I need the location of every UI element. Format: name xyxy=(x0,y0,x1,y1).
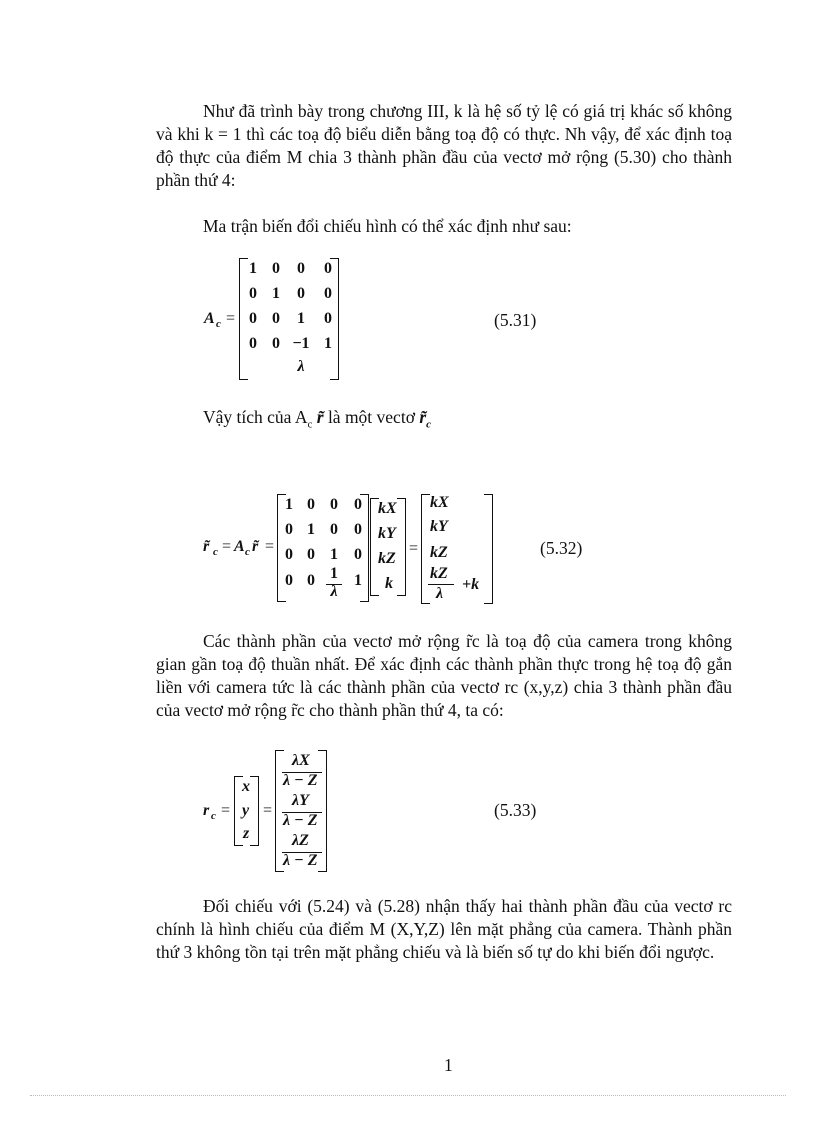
matrix-cell: 0 xyxy=(330,521,338,538)
eq533-lhs-sub: c xyxy=(211,810,216,822)
matrix-cell: 0 xyxy=(285,521,293,538)
matrix-cell: 0 xyxy=(354,496,362,513)
fraction-numerator: λZ xyxy=(292,832,309,849)
vector-element: +k xyxy=(462,576,480,593)
fraction-denominator: λ − Z xyxy=(283,812,318,829)
vector-element-frac-den: λ xyxy=(436,585,444,602)
matrix-cell: −1 xyxy=(292,335,310,352)
matrix-cell-frac-den: λ xyxy=(330,583,338,600)
matrix-cell: 0 xyxy=(285,572,293,589)
equation-number: (5.31) xyxy=(494,310,537,330)
vector-element: kY xyxy=(378,525,396,542)
vector-element: kZ xyxy=(430,544,448,561)
matrix-cell: 0 xyxy=(272,310,280,327)
matrix-cell: 0 xyxy=(272,260,280,277)
fraction-numerator: λY xyxy=(292,792,309,809)
matrix-cell: 0 xyxy=(249,285,257,302)
matrix-cell: 0 xyxy=(249,310,257,327)
r-tilde-symbol: r̃ xyxy=(316,407,324,427)
matrix-cell: 0 xyxy=(330,496,338,513)
matrix-cell: 1 xyxy=(249,260,257,277)
vector-element: kZ xyxy=(378,550,396,567)
eq533-equals-1: = xyxy=(221,802,231,819)
fraction-denominator: λ − Z xyxy=(283,772,318,789)
matrix-cell: 0 xyxy=(297,285,305,302)
eq532-lhs-sub: c xyxy=(213,546,218,558)
matrix-cell: 0 xyxy=(307,572,315,589)
eq533-fracs-right-bracket xyxy=(318,750,327,872)
paragraph-product: Vậy tích của $A_c$ r̃ là một vectơ $r̃_c$ xyxy=(203,407,432,431)
matrix-cell: 0 xyxy=(324,285,332,302)
eq532-mid: A xyxy=(234,538,245,555)
eq533-vec-right-bracket xyxy=(250,776,259,846)
paragraph-conclusion: Đối chiếu với (5.24) và (5.28) nhận thấy hai thành phần đầu của vectơ rc chính là hình chiếu của điểm M (X,Y,Z) lên mặt phẳng của camera. Thành phần thứ 3 không tồn tại trên mặt phẳng chiếu và là biến số tự do khi biến đổi ngược. xyxy=(156,896,732,962)
paragraph-matrix-intro: Ma trận biến đổi chiếu hình có thể xác định như sau: xyxy=(203,216,572,236)
matrix-cell: 0 xyxy=(324,310,332,327)
matrix-cell: 0 xyxy=(354,521,362,538)
matrix-cell: 0 xyxy=(249,335,257,352)
matrix-cell: 0 xyxy=(307,496,315,513)
equation-number: (5.32) xyxy=(540,538,583,558)
vector-element: y xyxy=(242,802,250,819)
matrix-cell: 1 xyxy=(330,546,338,563)
matrix-cell-lambda: λ xyxy=(297,358,305,375)
eq532-equals-1: = xyxy=(222,538,232,555)
matrix-cell: 1 xyxy=(324,335,332,352)
eq532-equals-2: = xyxy=(265,538,275,555)
equation-number: (5.33) xyxy=(494,800,537,820)
rc-tilde-symbol: $r̃_c$ xyxy=(419,407,432,431)
eq532-vec2-right-bracket xyxy=(484,494,493,604)
matrix-cell: 1 xyxy=(354,572,362,589)
page-number: 1 xyxy=(444,1055,453,1075)
eq532-equals-3: = xyxy=(409,540,419,557)
eq532-vec1-right-bracket xyxy=(397,498,406,596)
eq531-lhs-sub: c xyxy=(216,318,221,330)
vector-element: k xyxy=(385,575,393,592)
matrix-cell: 1 xyxy=(272,285,280,302)
footer-divider xyxy=(30,1095,786,1096)
eq532-mid-sub: c xyxy=(245,546,250,558)
matrix-cell: 0 xyxy=(297,260,305,277)
matrix-cell: 0 xyxy=(324,260,332,277)
vector-element: z xyxy=(243,825,250,842)
eq531-equals: = xyxy=(226,310,236,327)
matrix-cell: 1 xyxy=(285,496,293,513)
fraction-denominator: λ − Z xyxy=(283,852,318,869)
eq532-lhs: r̃ xyxy=(203,538,210,555)
matrix-cell: 0 xyxy=(307,546,315,563)
matrix-cell: 0 xyxy=(285,546,293,563)
eq533-lhs: r xyxy=(203,802,210,819)
vector-element: kY xyxy=(430,518,448,535)
paragraph-homogeneous: Các thành phần của vectơ mở rộng r̃c là toạ độ của camera trong không gian gần toạ độ thuần nhất. Để xác định các thành phần thực trong hệ toạ độ gắn liền với camera tức là các thành phần của vectơ rc (x,y,z) chia 3 thành phần đầu của vectơ mở rộng r̃c cho thành phần thứ 4, ta có: xyxy=(156,631,732,720)
fraction-numerator: λX xyxy=(292,752,310,769)
matrix-cell: 1 xyxy=(297,310,305,327)
vector-element: kX xyxy=(430,494,449,511)
vector-element: x xyxy=(242,778,250,795)
vector-element: kX xyxy=(378,500,397,517)
matrix-cell: 0 xyxy=(354,546,362,563)
vector-element-frac-num: kZ xyxy=(430,565,448,582)
paragraph-intro: Như đã trình bày trong chương III, k là hệ số tỷ lệ có giá trị khác số không và khi k = 1 thì các toạ độ biểu diễn bằng toạ độ có thực. Nh vậy, để xác định toạ độ thực của điểm M chia 3 thành phần đầu của vectơ mở rộng (5.30) cho thành phần thứ 4: xyxy=(156,101,732,190)
eq533-equals-2: = xyxy=(263,802,273,819)
eq531-lhs: A xyxy=(204,310,215,327)
matrix-cell: 0 xyxy=(272,335,280,352)
matrix-cell-frac-num: 1 xyxy=(330,565,338,582)
eq532-vec2-left-bracket xyxy=(421,494,430,604)
matrix-cell: 1 xyxy=(307,521,315,538)
eq532-mid-vec: r̃ xyxy=(252,538,259,555)
